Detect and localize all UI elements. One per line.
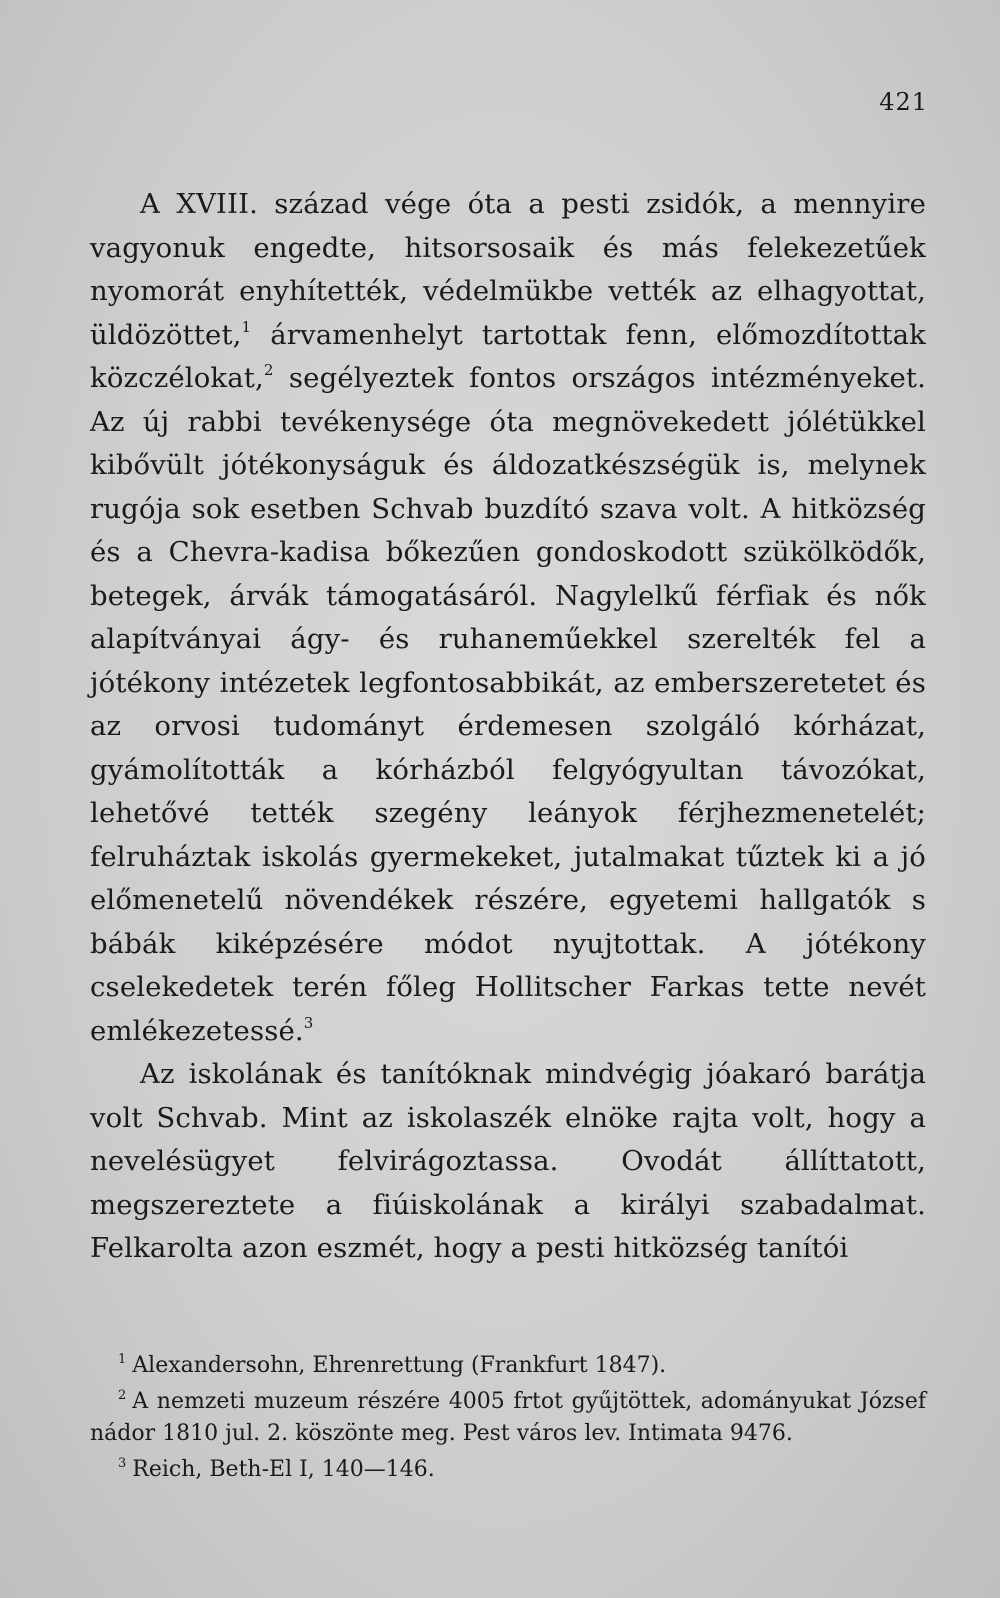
footnote-ref-3: 3 (303, 1013, 314, 1032)
footnote-1 (90, 1350, 926, 1382)
footnote-ref-1: 1 (241, 317, 252, 336)
footnote-2 (90, 1386, 926, 1450)
page-number: 421 (879, 88, 928, 116)
footnote-mark: 1 (118, 1352, 127, 1367)
footnotes (90, 1350, 926, 1486)
paragraph-1 (90, 183, 926, 1053)
footnote-mark: 3 (118, 1456, 127, 1471)
paragraph-1-text-a: A XVIII. század vége óta a pesti zsidók, a mennyire vagyonuk engedte, hitsorsosaik és más felekezetűek nyomorát enyhítették, védelmükbe vették az elhagyottat, üldözöttet, (90, 188, 926, 351)
paragraph-1-text-b: árvamenhelyt tartottak fenn, előmozdítottak közczélokat, (90, 318, 926, 394)
footnote-3 (90, 1454, 926, 1486)
footnote-mark: 2 (118, 1388, 127, 1403)
paragraph-2: Az iskolának és tanítóknak mindvégig jóakaró barátja volt Schvab. Mint az iskolaszék elnöke rajta volt, hogy a nevelésügyet felvirágoztassa. Ovodát állíttatott, megszereztete a fiúiskolának a királyi szabadalmat. Felkarolta azon eszmét, hogy a pesti hitközség tanítói (90, 1058, 926, 1264)
footnote-text: Alexandersohn, Ehrenrettung (Frankfurt 1847). (132, 1353, 667, 1378)
footnote-text: Reich, Beth-El I, 140—146. (132, 1457, 435, 1482)
body-text (90, 183, 926, 1271)
footnote-ref-2: 2 (263, 361, 274, 379)
paragraph-1-text-c: segélyeztek fontos országos intézményeket. Az új rabbi tevékenysége óta megnövekedett jólétükkel kibővült jótékonyságuk és áldozatkészségük is, melynek rugója sok esetben Schvab buzdító szava volt. A hitközség és a Chevra-kadisa bőkezűen gondoskodott szükölködők, betegek, árvák támogatásáról. Nagylelkű férfiak és nők alapítványai ágy- és ruhaneműekkel szerelték fel a jótékony intézetek legfontosabbikát, az emberszeretetet és az orvosi tudományt érdemesen szolgáló kórházat, gyámolították a kórházból felgyógyultan távozókat, lehetővé tették szegény leányok férjhezmenetelét; felruháztak iskolás gyermekeket, jutalmakat tűztek ki a jó előmenetelű növendékek részére, egyetemi hallgatók s bábák kiképzésére módot nyujtottak. A jótékony cselekedetek terén főleg Hollitscher Farkas tette nevét emlékezetessé. (90, 362, 926, 1047)
footnote-text: A nemzeti muzeum részére 4005 frtot gyűjtöttek, adományukat József nádor 1810 jul. 2. köszönte meg. Pest város lev. Intimata 9476. (90, 1389, 926, 1446)
